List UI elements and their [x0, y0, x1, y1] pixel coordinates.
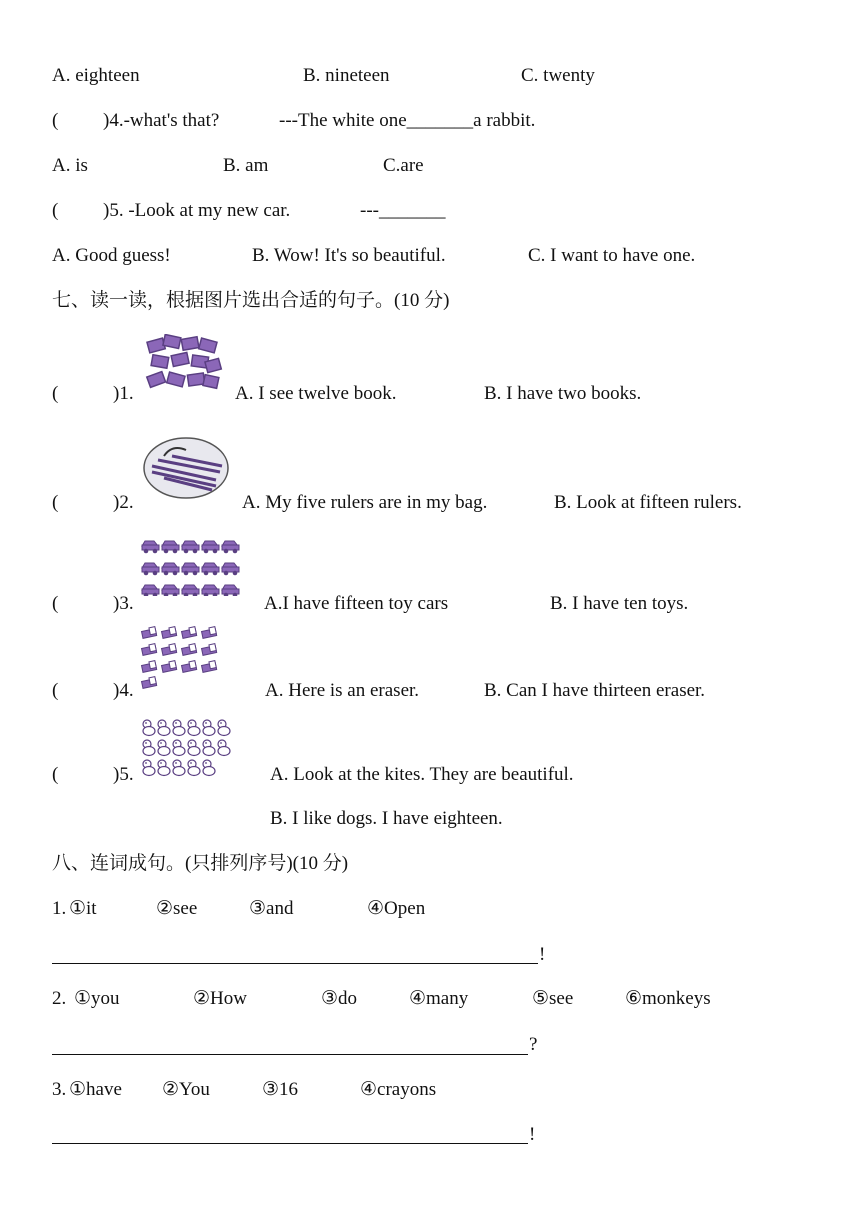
eraser-glyph [202, 627, 217, 639]
s8-q2-word3: ③do [321, 988, 358, 1009]
s7-item3-option-b: B. I have ten toys. [550, 593, 689, 614]
s8-q1-num: 1. [52, 898, 67, 919]
q5-option-c: C. I want to have one. [528, 245, 696, 266]
s8-q3-word2: ②You [162, 1079, 210, 1100]
toy-car-glyph [202, 541, 219, 553]
q4-answer-text: ---The white one [279, 110, 407, 131]
dog-glyph [203, 740, 215, 756]
eraser-glyph [162, 661, 177, 673]
s8-q2-word6: ⑥monkeys [625, 988, 711, 1009]
s7-item3-paren: ( [52, 593, 59, 614]
books-icon [144, 334, 226, 398]
s7-item4-option-a: A. Here is an eraser. [265, 680, 420, 701]
dog-glyph [158, 760, 170, 776]
eraser-glyph [142, 644, 157, 656]
s8-q1-answer-line[interactable] [52, 963, 538, 964]
dog-glyph [158, 720, 170, 736]
dogs-icon [138, 715, 234, 785]
erasers-icon [138, 624, 228, 696]
q4-option-c: C.are [383, 155, 424, 176]
s7-item1-option-a: A. I see twelve book. [235, 383, 397, 404]
toy-car-glyph [222, 585, 239, 596]
dog-glyph [218, 740, 230, 756]
toy-car-glyph [202, 563, 219, 575]
toy-car-glyph [222, 541, 239, 553]
s7-item5-option-b: B. I like dogs. I have eighteen. [270, 808, 503, 829]
dog-glyph [143, 720, 155, 736]
section8-heading: 八、连词成句。(只排列序号)(10 分) [52, 853, 349, 874]
toy-car-glyph [162, 541, 179, 553]
dog-glyph [173, 740, 185, 756]
s7-item2-option-a: A. My five rulers are in my bag. [242, 492, 488, 513]
eraser-glyph [202, 661, 217, 673]
q5-blank[interactable]: _______ [378, 200, 446, 221]
q3-option-c: C. twenty [521, 65, 595, 86]
toy-cars-icon [138, 532, 242, 602]
s8-q3-end: ! [529, 1124, 536, 1145]
toy-car-glyph [202, 585, 219, 596]
s8-q1-word4: ④Open [367, 898, 426, 919]
s8-q1-word2: ②see [156, 898, 198, 919]
s7-item1-paren: ( [52, 383, 59, 404]
s8-q1-end: ! [539, 944, 546, 965]
q4-option-b: B. am [223, 155, 269, 176]
toy-car-glyph [142, 563, 159, 575]
eraser-glyph [162, 644, 177, 656]
s7-item4-paren: ( [52, 680, 59, 701]
q4-option-a: A. is [52, 155, 88, 176]
s7-item4-option-b: B. Can I have thirteen eraser. [484, 680, 706, 701]
s7-item5-option-a: A. Look at the kites. They are beautiful. [270, 764, 574, 785]
s8-q2-word5: ⑤see [532, 988, 574, 1009]
q3-option-a: A. eighteen [52, 65, 140, 86]
s7-item2-num: )2. [113, 492, 134, 513]
q5-option-b: B. Wow! It's so beautiful. [252, 245, 446, 266]
s8-q2-word4: ④many [409, 988, 469, 1009]
toy-car-glyph [182, 563, 199, 575]
rulers-icon [142, 436, 230, 506]
q5-answer [360, 200, 445, 222]
q4-tail: a rabbit. [473, 110, 536, 131]
toy-car-glyph [182, 585, 199, 596]
eraser-glyph [142, 627, 157, 639]
s7-item1-num: )1. [113, 383, 134, 404]
s7-item5-paren: ( [52, 764, 59, 785]
s8-q2-end: ? [529, 1034, 538, 1055]
s8-q3-answer-line[interactable] [52, 1143, 528, 1144]
dog-glyph [188, 760, 200, 776]
s8-q1-word3: ③and [249, 898, 294, 919]
dog-glyph [188, 720, 200, 736]
dog-glyph [203, 760, 215, 776]
dog-glyph [143, 760, 155, 776]
s8-q3-word1: ①have [69, 1079, 122, 1100]
toy-car-glyph [182, 541, 199, 553]
q5-option-a: A. Good guess! [52, 245, 171, 266]
q4-blank[interactable]: _______ [406, 110, 474, 131]
q3-option-b: B. nineteen [303, 65, 390, 86]
s8-q3-word3: ③16 [262, 1079, 299, 1100]
eraser-glyph [142, 677, 157, 689]
toy-car-glyph [162, 585, 179, 596]
s7-item2-option-b: B. Look at fifteen rulers. [554, 492, 742, 513]
dog-glyph [158, 740, 170, 756]
q5-question: )5. -Look at my new car. [103, 200, 291, 221]
dog-glyph [218, 720, 230, 736]
q5-paren: ( [52, 200, 59, 221]
eraser-glyph [182, 627, 197, 639]
s8-q1-word1: ①it [69, 898, 97, 919]
s7-item4-num: )4. [113, 680, 134, 701]
s8-q2-word2: ②How [193, 988, 247, 1009]
toy-car-glyph [142, 585, 159, 596]
toy-car-glyph [222, 563, 239, 575]
eraser-glyph [182, 661, 197, 673]
section7-heading: 七、读一读，根据图片选出合适的句子。(10 分) [52, 290, 450, 311]
eraser-glyph [202, 644, 217, 656]
dog-glyph [173, 760, 185, 776]
dog-glyph [143, 740, 155, 756]
q4-paren: ( [52, 110, 59, 131]
s8-q3-num: 3. [52, 1079, 67, 1100]
q4-question: )4.-what's that? [103, 110, 220, 131]
s7-item1-option-b: B. I have two books. [484, 383, 642, 404]
s7-item5-num: )5. [113, 764, 134, 785]
eraser-glyph [182, 644, 197, 656]
dog-glyph [188, 740, 200, 756]
s8-q2-word1: ①you [74, 988, 120, 1009]
s8-q2-answer-line[interactable] [52, 1054, 528, 1055]
dog-glyph [203, 720, 215, 736]
s7-item3-num: )3. [113, 593, 134, 614]
q4-answer [279, 110, 535, 132]
s7-item3-option-a: A.I have fifteen toy cars [264, 593, 449, 614]
s8-q3-word4: ④crayons [360, 1079, 437, 1100]
s8-q2-num: 2. [52, 988, 67, 1009]
toy-car-glyph [162, 563, 179, 575]
dog-glyph [173, 720, 185, 736]
s7-item2-paren: ( [52, 492, 59, 513]
eraser-glyph [162, 627, 177, 639]
toy-car-glyph [142, 541, 159, 553]
q5-answer-text: --- [360, 200, 379, 221]
eraser-glyph [142, 661, 157, 673]
